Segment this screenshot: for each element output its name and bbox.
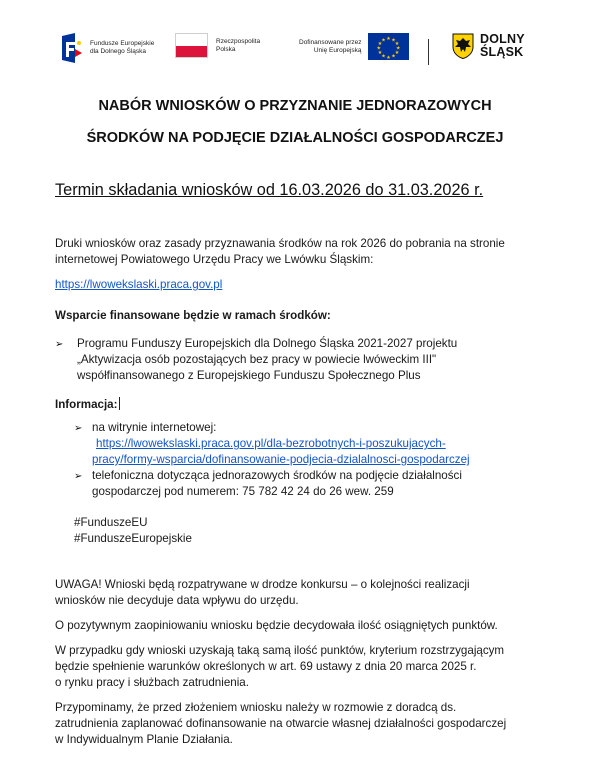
- pl-logo-line2: Polska: [216, 45, 236, 53]
- note-3-line1: W przypadku gdy wnioski uzyskają taką samą ilość punktów, kryterium rozstrzygającym: [55, 644, 505, 657]
- svg-text:★: ★: [394, 50, 399, 57]
- note-1-line1: UWAGA! Wnioski będą rozpatrywane w drodze konkursu – o kolejności realizacji: [55, 578, 470, 591]
- page-title-line2: ŚRODKÓW NA PODJĘCIE DZIAŁALNOŚCI GOSPODARCZEJ: [86, 130, 504, 146]
- note-4-line3: w Indywidualnym Planie Działania.: [55, 733, 233, 746]
- fe-logo: [62, 33, 154, 63]
- note-3-line3: o rynku pracy i służbach zatrudnienia.: [55, 676, 249, 689]
- logo-bar: [62, 33, 542, 73]
- support-item-line1: Programu Funduszy Europejskich dla Dolnego Śląska 2021-2027 projektu: [77, 337, 458, 350]
- eu-logo-line1: Dofinansowane przez: [299, 38, 362, 46]
- deadline-text: Termin składania wniosków od 16.03.2026 do 31.03.2026 r.: [55, 181, 484, 199]
- support-item-line2: „Aktywizacja osób pozostających bez pracy w powiecie lwóweckim III": [77, 353, 437, 366]
- support-item-line3: współfinansowanego z Europejskiego Funduszu Społecznego Plus: [77, 369, 421, 382]
- support-heading: Wsparcie finansowane będzie w ramach środków:: [55, 309, 331, 322]
- eu-logo-line2: Unię Europejską: [313, 46, 362, 54]
- svg-text:★: ★: [380, 53, 386, 60]
- ds-logo-line2: ŚLĄSK: [480, 45, 524, 59]
- ds-logo-line1: DOLNY: [480, 32, 525, 46]
- pl-logo: [175, 33, 260, 58]
- svg-text:★: ★: [390, 37, 396, 44]
- info-heading-text: Informacja:: [55, 398, 118, 411]
- eagle-crest-icon: [452, 33, 474, 59]
- info-web-label: na witrynie internetowej:: [92, 421, 217, 434]
- arrow-bullet-icon: ➢: [74, 471, 83, 482]
- svg-text:★: ★: [394, 40, 399, 47]
- svg-text:★: ★: [385, 36, 391, 42]
- arrow-bullet-icon: ➢: [74, 423, 83, 434]
- svg-text:★: ★: [380, 37, 386, 44]
- eu-logo: [299, 33, 409, 60]
- note-4-line2: zatrudnienia zaplanować dofinansowanie na otwarcie własnej działalności gospodarczej: [55, 717, 507, 730]
- svg-text:★: ★: [395, 45, 401, 52]
- svg-text:★: ★: [385, 55, 391, 60]
- note-3-line2: będzie spełnienie warunków określonych w art. 69 ustawy z dnia 20 marca 2025 r.: [55, 660, 477, 673]
- intro-line2: internetowej Powiatowego Urzędu Pracy we Lwówku Śląskim:: [55, 253, 374, 266]
- pl-logo-line1: Rzeczpospolita: [216, 37, 261, 45]
- intro-line1: Druki wniosków oraz zasady przyznawania środków na rok 2026 do pobrania na stronie: [55, 237, 505, 250]
- info-phone-line2: gospodarczej pod numerem: 75 782 42 24 do 26 wew. 259: [92, 485, 394, 498]
- logo-separator: [428, 39, 429, 65]
- hashtag-2: #FunduszeEuropejskie: [74, 532, 192, 545]
- note-4-line1: Przypominamy, że przed złożeniem wniosku należy w rozmowie z doradcą ds.: [55, 701, 457, 714]
- dolny-slask-logo: [452, 33, 525, 59]
- page-title-line1: NABÓR WNIOSKÓW O PRZYZNANIE JEDNORAZOWYCH: [98, 98, 492, 114]
- svg-text:★: ★: [375, 45, 381, 52]
- svg-text:★: ★: [377, 50, 382, 57]
- fe-logo-line1: Fundusze Europejskie: [90, 40, 155, 47]
- info-heading: [55, 397, 120, 413]
- poland-flag-icon: [175, 33, 208, 58]
- main-website-link[interactable]: https://lwowekslaski.praca.gov.pl: [55, 278, 223, 291]
- svg-text:★: ★: [390, 53, 396, 60]
- fe-emblem-icon: [62, 33, 84, 63]
- note-2: O pozytywnym zaopiniowaniu wniosku będzie decydowała ilość osiągniętych punktów.: [55, 619, 498, 632]
- info-web-link-line2[interactable]: pracy/formy-wsparcia/dofinansowanie-podjecia-dzialalnosci-gospodarczej: [92, 453, 470, 466]
- note-1-line2: wniosków nie decyduje data wpływu do urzędu.: [55, 594, 299, 607]
- info-web-link-line1[interactable]: https://lwowekslaski.praca.gov.pl/dla-bezrobotnych-i-poszukujacych-: [96, 437, 446, 450]
- eu-flag-icon: [368, 33, 409, 60]
- info-phone-line1: telefoniczna dotycząca jednorazowych środków na podjęcie działalności: [92, 469, 462, 482]
- arrow-bullet-icon: ➢: [55, 339, 64, 350]
- hashtag-1: #FunduszeEU: [74, 516, 148, 529]
- fe-logo-line2: dla Dolnego Śląska: [90, 48, 147, 55]
- svg-text:★: ★: [377, 40, 382, 47]
- text-cursor: [119, 397, 120, 410]
